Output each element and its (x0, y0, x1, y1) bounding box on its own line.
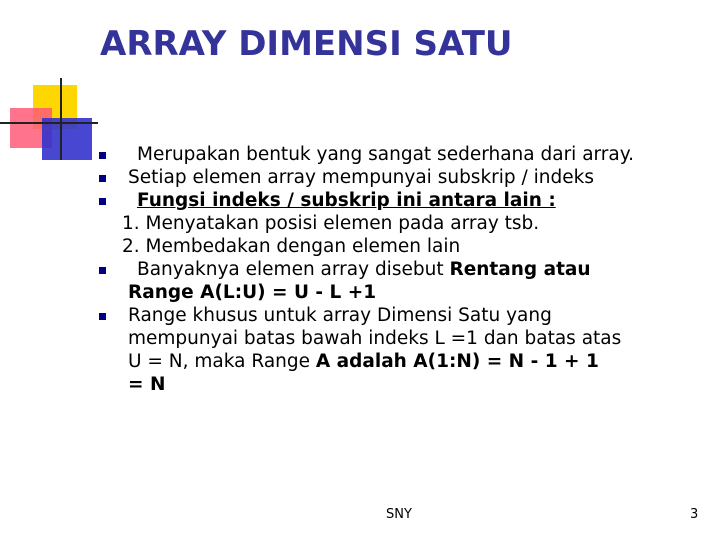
bullet-text: Range khusus untuk array Dimensi Satu yang (128, 305, 552, 326)
bullet-text: Banyaknya elemen array disebut (137, 259, 450, 280)
bullet-item (90, 143, 720, 166)
page-number: 3 (690, 507, 699, 522)
bullet-continuation (90, 373, 720, 396)
bullet-text: U = N, maka Range (128, 351, 316, 372)
slide-title: ARRAY DIMENSI SATU (100, 24, 513, 64)
bullet-item (90, 304, 720, 327)
decor-horizontal-line (0, 122, 98, 124)
bullet-text-bold: Rentang atau (449, 259, 591, 280)
bullet-continuation (90, 281, 720, 304)
footer-author: SNY (386, 507, 412, 522)
bullet-list (90, 143, 720, 396)
bullet-text: Merupakan bentuk yang sangat sederhana dari array. (137, 144, 634, 165)
decor-vertical-line (60, 78, 62, 160)
bullet-square-icon (99, 198, 106, 205)
range-formula: A adalah A(1:N) = N - 1 + 1 (315, 351, 599, 372)
bullet-item (90, 258, 720, 281)
bullet-continuation (90, 350, 720, 373)
bullet-text: Fungsi indeks / subskrip ini antara lain : (137, 190, 556, 211)
range-formula: Range A(L:U) = U - L +1 (128, 282, 377, 303)
sub-item: 2. Membedakan dengan elemen lain (122, 236, 461, 257)
range-result: = N (128, 374, 166, 395)
sub-item: 1. Menyatakan posisi elemen pada array tsb. (122, 213, 540, 234)
bullet-item (90, 189, 720, 212)
bullet-text: Setiap elemen array mempunyai subskrip / indeks (128, 167, 594, 188)
bullet-square-icon (99, 313, 106, 320)
bullet-square-icon (99, 267, 106, 274)
decor-blue-square (42, 118, 92, 160)
bullet-item (90, 166, 720, 189)
bullet-text: mempunyai batas bawah indeks L =1 dan batas atas (128, 328, 622, 349)
slide-decoration (0, 0, 100, 170)
bullet-continuation (90, 327, 720, 350)
bullet-square-icon (99, 152, 106, 159)
bullet-square-icon (99, 175, 106, 182)
